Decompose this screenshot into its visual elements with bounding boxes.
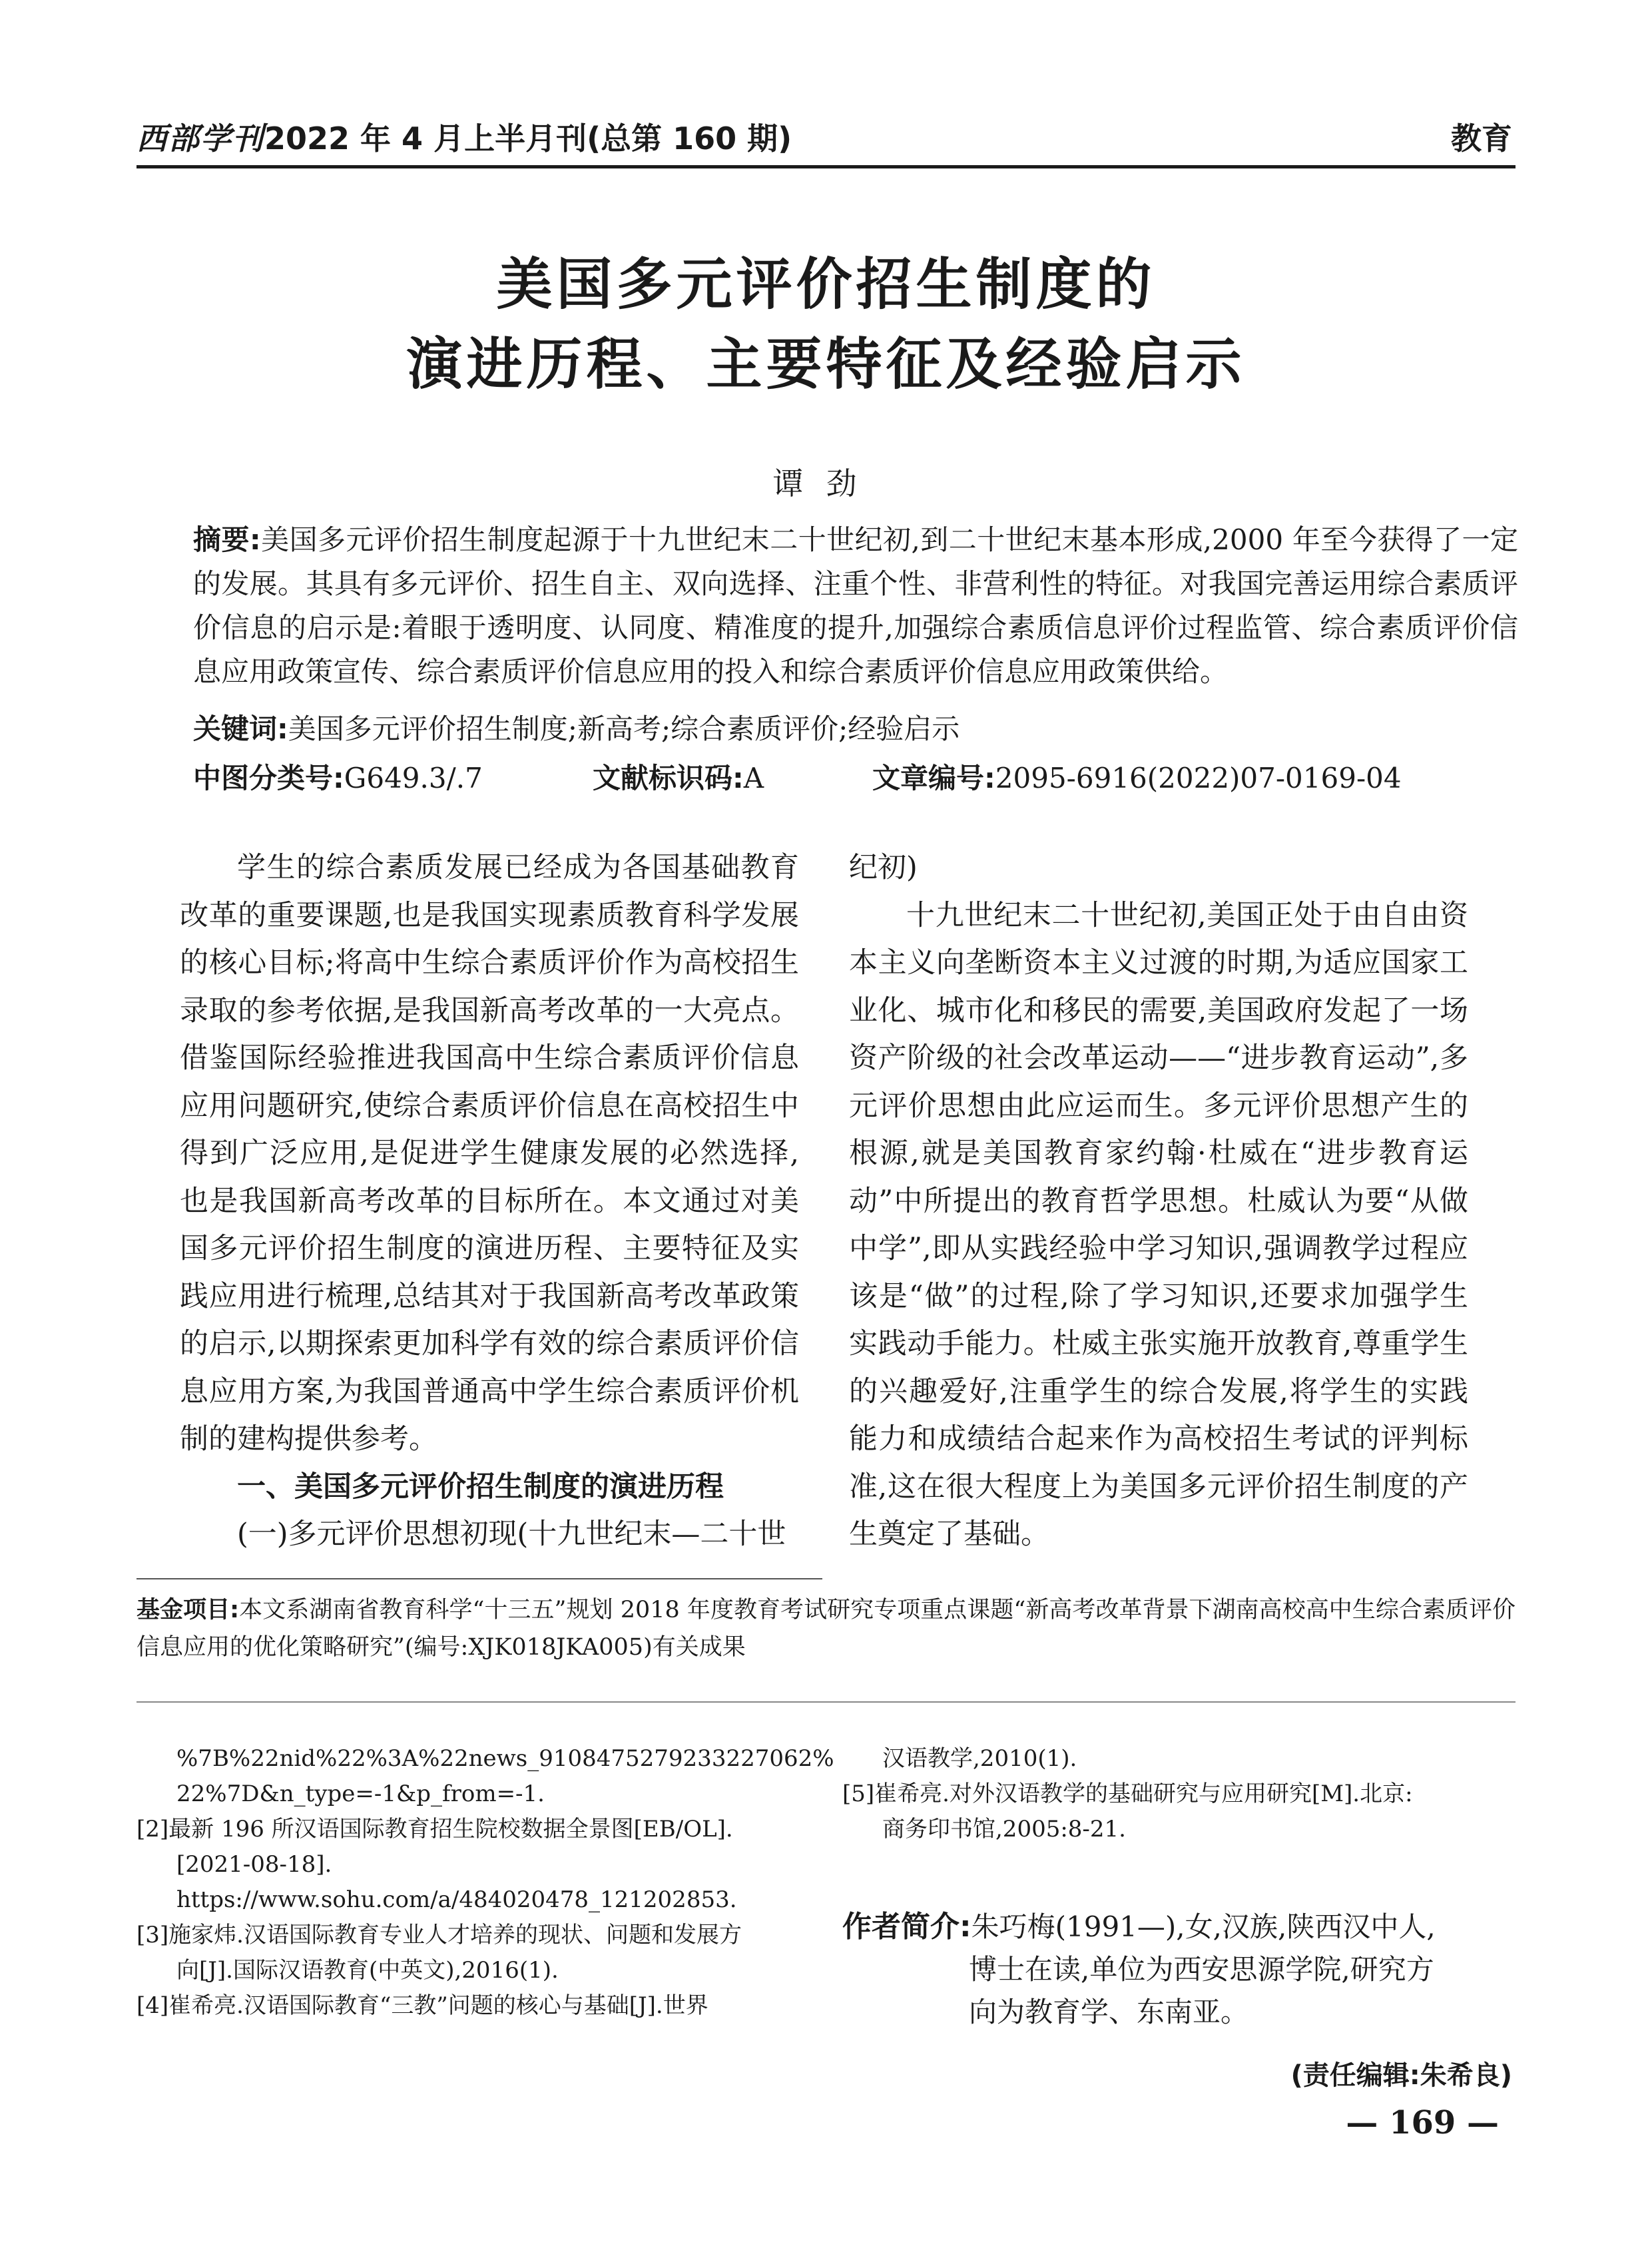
doc-code-value: A <box>743 762 764 794</box>
fund-note <box>137 1591 1515 1666</box>
page-number-value: 169 <box>1389 2104 1456 2141</box>
article-title-line-1: 美国多元评价招生制度的 <box>496 251 1156 317</box>
intro-paragraph: 学生的综合素质发展已经成为各国基础教育改革的重要课题,也是我国实现素质教育科学发展的核心目标;将高中生综合素质评价作为高校招生录取的参考依据,是我国新高考改革的一大亮点。借鉴国际经验推进我国高中生综合素质评价信息应用问题研究,使综合素质评价信息在高校招生中得到广泛应用,是促进学生健康发展的必然选择,也是我国新高考改革的目标所在。本文通过对美国多元评价招生制度的演进历程、主要特征及实践应用进行梳理,总结其对于我国新高考改革政策的启示,以期探索更加科学有效的综合素质评价信息应用方案,为我国普通高中学生综合素质评价机制的建构提供参考。 <box>180 851 799 1456</box>
header-rule <box>137 165 1515 168</box>
section-heading-1: 一、美国多元评价招生制度的演进历程 <box>237 1470 724 1504</box>
section-label: 教育 <box>1451 121 1512 156</box>
body-left-column <box>180 844 799 1559</box>
reference-item: [2]最新 196 所汉语国际教育招生院校数据全景图[EB/OL]. <box>137 1816 733 1842</box>
reference-line: 向[J].国际汉语教育(中英文),2016(1). <box>176 1957 559 1984</box>
reference-url: https://www.sohu.com/a/484020478_121202853. <box>176 1886 737 1913</box>
fund-label: 基金项目: <box>137 1597 240 1623</box>
references-left <box>137 1741 834 2024</box>
bio-line-2: 博士在读,单位为西安思源学院,研究方 <box>969 1953 1434 1986</box>
subsection-heading-1: (一)多元评价思想初现(十九世纪末—二十世 <box>237 1518 786 1551</box>
clc-value: G649.3/.7 <box>344 762 483 794</box>
reference-item: [5]崔希亮.对外汉语教学的基础研究与应用研究[M].北京: <box>842 1781 1413 1807</box>
classification-line <box>193 756 483 796</box>
section-divider <box>137 1701 1515 1703</box>
article-title-line-2: 演进历程、主要特征及经验启示 <box>406 331 1246 397</box>
bio-line-1: 朱巧梅(1991—),女,汉族,陕西汉中人, <box>971 1910 1436 1943</box>
article-number-label: 文章编号: <box>872 762 995 794</box>
fund-text: 本文系湖南省教育科学“十三五”规划 2018 年度教育考试研究专项重点课题“新高考改革背景下湖南高校高中生综合素质评价信息应用的优化策略研究”(编号:XJK018JKA005)有关成果 <box>137 1597 1515 1661</box>
abstract-text: 美国多元评价招生制度起源于十九世纪末二十世纪初,到二十世纪末基本形成,2000 年至今获得了一定的发展。其具有多元评价、招生自主、双向选择、注重个性、非营利性的特征。对我国完善运用综合素质评价信息的启示是:着眼于透明度、认同度、精准度的提升,加强综合素质信息评价过程监管、综合素质评价信息应用政策宣传、综合素质评价信息应用的投入和综合素质评价信息应用政策供给。 <box>193 523 1518 688</box>
body-right-column <box>849 844 1468 1559</box>
reference-line: [2021-08-18]. <box>176 1851 332 1878</box>
reference-line: 商务印书馆,2005:8-21. <box>882 1816 1126 1842</box>
references-right <box>842 1741 1515 1847</box>
author-bio <box>842 1906 1515 2034</box>
progressive-education-paragraph: 十九世纪末二十世纪初,美国正处于由自由资本主义向垄断资本主义过渡的时期,为适应国家工业化、城市化和移民的需要,美国政府发起了一场资产阶级的社会改革运动——“进步教育运动”,多元评价思想由此应运而生。多元评价思想产生的根源,就是美国教育家约翰·杜威在“进步教育运动”中所提出的教育哲学思想。杜威认为要“从做中学”,即从实践经验中学习知识,强调教学过程应该是“做”的过程,除了学习知识,还要求加强学生实践动手能力。杜威主张实施开放教育,尊重学生的兴趣爱好,注重学生的综合发展,将学生的实践能力和成绩结合起来作为高校招生考试的评判标准,这在很大程度上为美国多元评价招生制度的产生奠定了基础。 <box>849 898 1468 1551</box>
article-number <box>872 756 1402 796</box>
reference-line: 汉语教学,2010(1). <box>882 1745 1077 1772</box>
reference-item: [3]施家炜.汉语国际教育专业人才培养的现状、问题和发展方 <box>137 1922 742 1948</box>
reference-line: %7B%22nid%22%3A%22news_9108475279233227062% <box>176 1745 834 1772</box>
reference-line: 22%7D&n_type=-1&p_from=-1. <box>176 1781 545 1807</box>
responsible-editor: (责任编辑:朱希良) <box>1290 2060 1512 2091</box>
running-header <box>137 115 792 158</box>
bio-label: 作者简介: <box>842 1910 971 1944</box>
abstract <box>193 518 1518 694</box>
keywords-label: 关键词: <box>193 712 288 745</box>
subsection-heading-cont: 纪初) <box>849 851 918 884</box>
keywords-text: 美国多元评价招生制度;新高考;综合素质评价;经验启示 <box>288 712 960 745</box>
abstract-label: 摘要: <box>193 523 261 556</box>
journal-logo: 西部学刊 <box>137 121 264 156</box>
footnote-rule <box>137 1578 822 1579</box>
keywords <box>193 707 960 747</box>
article-number-value: 2095-6916(2022)07-0169-04 <box>995 762 1402 794</box>
clc-label: 中图分类号: <box>193 762 344 794</box>
doc-code-label: 文献标识码: <box>593 762 744 794</box>
doc-code <box>593 756 764 796</box>
bio-line-3: 向为教育学、东南亚。 <box>969 1996 1249 2028</box>
author-name: 谭劲 <box>772 465 880 501</box>
reference-item: [4]崔希亮.汉语国际教育“三教”问题的核心与基础[J].世界 <box>137 1992 708 2019</box>
issue-info: 2022 年 4 月上半月刊(总第 160 期) <box>264 121 792 156</box>
page-number: — 169 — <box>1346 2104 1499 2141</box>
